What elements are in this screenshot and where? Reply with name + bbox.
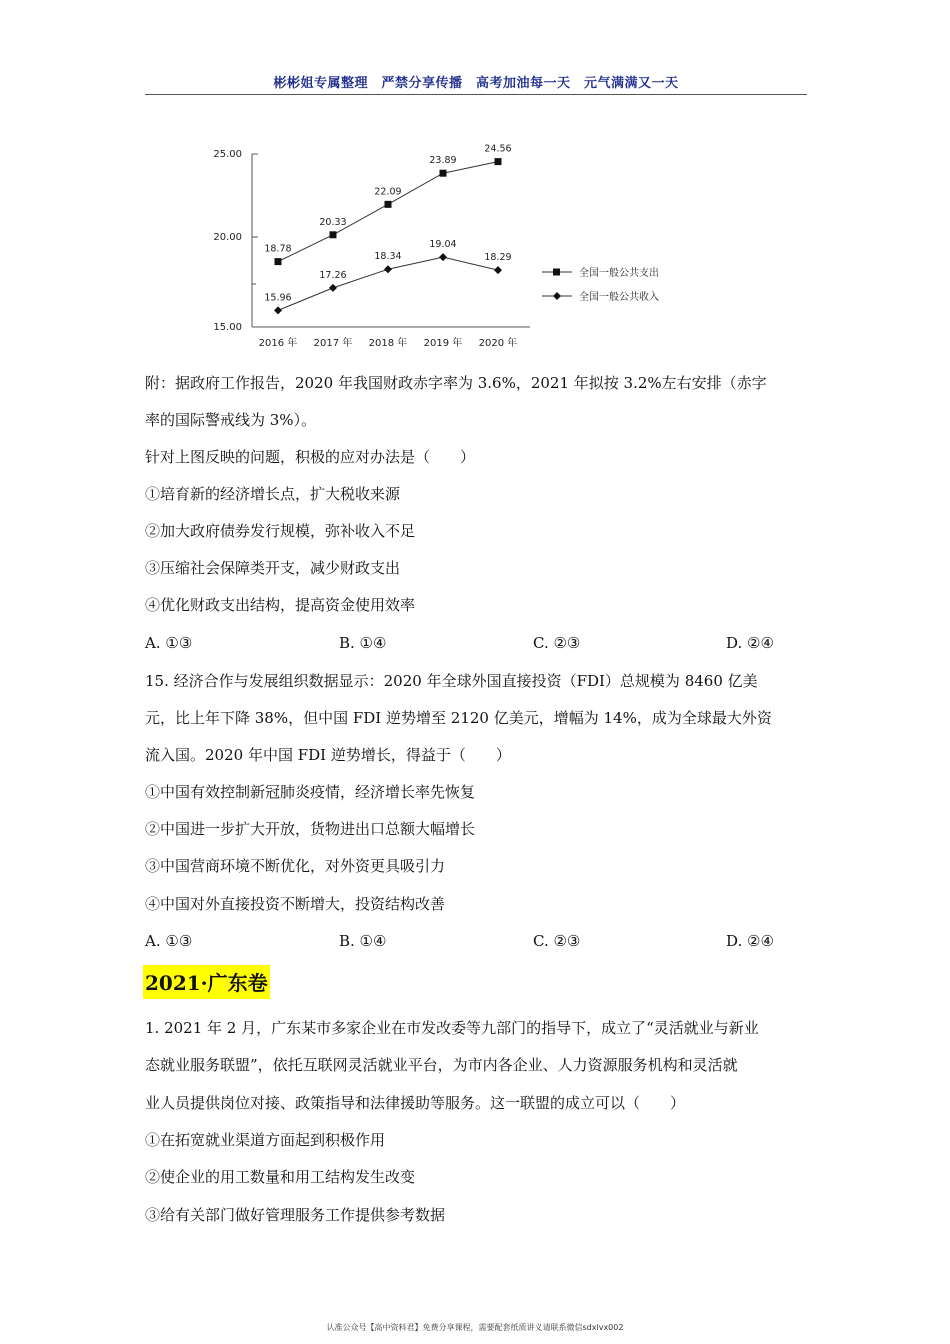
q15-item-2: ②中国进一步扩大开放，货物进出口总额大幅增长 xyxy=(145,820,476,838)
chart-legend xyxy=(542,266,659,303)
q15-option-b[interactable]: B. ①④ xyxy=(339,932,387,950)
page-header: 彬彬姐专属整理 严禁分享传播 高考加油每一天 元气满满又一天 xyxy=(273,76,679,91)
legend-item-revenue xyxy=(542,290,659,303)
q14-option-d[interactable]: D. ②④ xyxy=(726,634,774,652)
q1-item-2: ②使企业的用工数量和用工结构发生改变 xyxy=(145,1168,416,1186)
q1-item-3: ③给有关部门做好管理服务工作提供参考数据 xyxy=(145,1206,446,1224)
data-label: 20.33 xyxy=(319,216,347,228)
data-point-expenditure xyxy=(385,201,392,208)
data-point-revenue xyxy=(439,253,447,261)
data-label: 15.96 xyxy=(264,292,292,304)
q15-option-a[interactable]: A. ①③ xyxy=(145,932,193,950)
q1-line3: 业人员提供岗位对接、政策指导和法律援助等服务。这一联盟的成立可以（ ） xyxy=(145,1094,686,1112)
data-label: 23.89 xyxy=(429,155,457,167)
data-label: 19.04 xyxy=(429,239,457,251)
x-tick-label: 2019 年 xyxy=(423,338,463,349)
q14-item-4: ④优化财政支出结构，提高资金使用效率 xyxy=(145,596,416,614)
data-label: 18.34 xyxy=(374,251,402,263)
q14-note-line1: 附：据政府工作报告，2020 年我国财政赤字率为 3.6%，2021 年拟按 3.2%左右安排（赤字 xyxy=(145,374,767,392)
data-label: 18.78 xyxy=(264,243,292,255)
x-tick-label: 2016 年 xyxy=(258,338,298,349)
q1-line1: 1. 2021 年 2 月，广东某市多家企业在市发改委等九部门的指导下，成立了“灵活就业与新业 xyxy=(145,1019,759,1037)
legend-item-expenditure xyxy=(542,266,659,279)
data-label: 18.29 xyxy=(484,252,512,264)
q14-item-3: ③压缩社会保障类开支，减少财政支出 xyxy=(145,559,401,577)
q14-item-1: ①培育新的经济增长点，扩大税收来源 xyxy=(145,485,401,503)
q1-line2: 态就业服务联盟”，依托互联网灵活就业平台，为市内各企业、人力资源服务机构和灵活就 xyxy=(145,1056,738,1074)
q15-line1: 15. 经济合作与发展组织数据显示：2020 年全球外国直接投资（FDI）总规模为 8460 亿美 xyxy=(145,672,758,690)
q15-options xyxy=(145,923,807,960)
y-tick-label: 20.00 xyxy=(213,232,242,243)
page-footer: 认准公众号【高中资料君】免费分享课程，需要配套纸质讲义请联系微信sdxlvx002 xyxy=(326,1323,624,1332)
chart-marks xyxy=(259,144,518,349)
x-tick-label: 2017 年 xyxy=(313,338,353,349)
x-tick-label: 2020 年 xyxy=(478,338,518,349)
q14-options xyxy=(145,625,807,662)
q15-option-d[interactable]: D. ②④ xyxy=(726,932,774,950)
q15-item-1: ①中国有效控制新冠肺炎疫情，经济增长率先恢复 xyxy=(145,783,476,801)
fiscal-line-chart xyxy=(200,136,700,356)
data-point-expenditure xyxy=(495,158,502,165)
q14-option-b[interactable]: B. ①④ xyxy=(339,634,387,652)
q15-item-4: ④中国对外直接投资不断增大，投资结构改善 xyxy=(145,895,446,913)
data-point-revenue xyxy=(384,265,392,273)
series-line-1 xyxy=(278,162,498,262)
x-tick-label: 2018 年 xyxy=(368,338,408,349)
series-line-2 xyxy=(278,257,498,310)
legend-label-revenue: 全国一般公共收入 xyxy=(579,292,659,303)
q15-line2: 元，比上年下降 38%，但中国 FDI 逆势增至 2120 亿美元，增幅为 14%，成为全球最大外资 xyxy=(145,709,772,727)
data-point-expenditure xyxy=(275,258,282,265)
q14-item-2: ②加大政府债券发行规模，弥补收入不足 xyxy=(145,522,416,540)
data-label: 17.26 xyxy=(319,269,347,281)
data-label: 24.56 xyxy=(484,143,512,155)
data-point-expenditure xyxy=(440,170,447,177)
q15-option-c[interactable]: C. ②③ xyxy=(533,932,581,950)
q14-option-c[interactable]: C. ②③ xyxy=(533,634,581,652)
y-tick-label: 25.00 xyxy=(213,149,242,160)
q14-option-a[interactable]: A. ①③ xyxy=(145,634,193,652)
chart-axes xyxy=(252,154,530,327)
data-point-expenditure xyxy=(330,231,337,238)
y-tick-label: 15.00 xyxy=(213,322,242,333)
q14-stem: 针对上图反映的问题，积极的应对办法是（ ） xyxy=(145,448,476,466)
legend-label-expenditure: 全国一般公共支出 xyxy=(579,268,659,279)
section-title: 2021·广东卷 xyxy=(143,965,270,999)
q14-note-line2: 率的国际警戒线为 3%）。 xyxy=(145,411,317,429)
header-divider xyxy=(145,94,807,95)
q15-item-3: ③中国营商环境不断优化，对外资更具吸引力 xyxy=(145,857,446,875)
q15-line3: 流入国。2020 年中国 FDI 逆势增长，得益于（ ） xyxy=(145,746,511,764)
q1-item-1: ①在拓宽就业渠道方面起到积极作用 xyxy=(145,1131,386,1149)
data-point-revenue xyxy=(494,266,502,274)
data-point-revenue xyxy=(329,284,337,292)
data-label: 22.09 xyxy=(374,186,402,198)
data-point-revenue xyxy=(274,306,282,314)
